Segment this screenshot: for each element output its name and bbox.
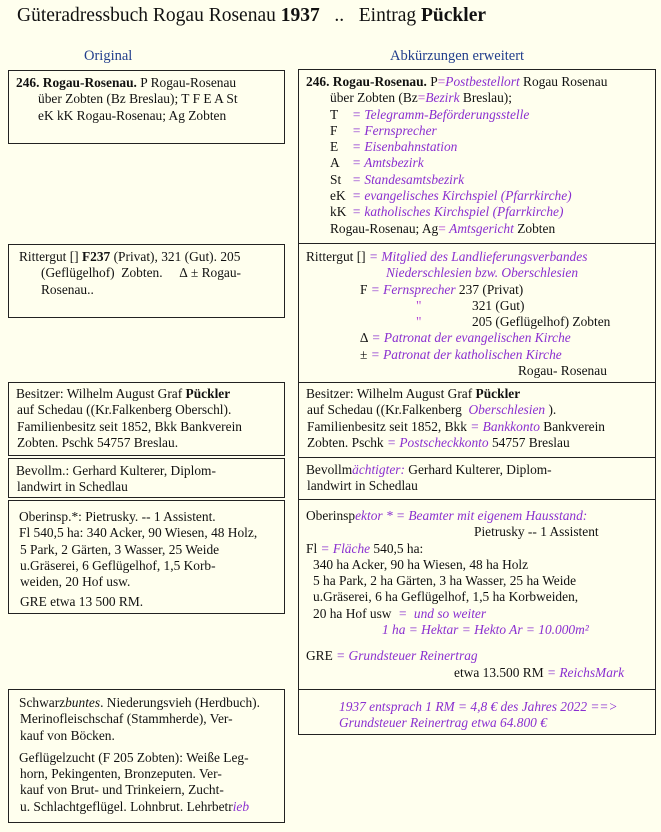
owner-name: Pückler: [475, 386, 521, 401]
title-entry-label: Eintrag: [358, 5, 417, 26]
text: auf Schedau ((Kr.Falkenberg: [307, 402, 469, 418]
text: = Bankkonto: [470, 418, 540, 434]
text: . Niederungsvieh (Herdbuch).: [100, 695, 260, 710]
text: landwirt in Schedlau: [17, 479, 128, 495]
text: = Patronat der evangelischen Kirche: [368, 330, 571, 346]
abbreviation-row: [306, 155, 647, 171]
expanded-agent-cell: [298, 458, 656, 500]
text: Rogau Rosenau: [519, 74, 608, 89]
text: P Rogau-Rosenau: [140, 75, 237, 90]
text: buntes: [65, 695, 101, 710]
text: = Mitglied des Landlieferungsverbandes: [368, 249, 588, 264]
abbreviation-row: [306, 123, 647, 139]
abbreviation: F: [330, 122, 338, 138]
text: Niederschlesien bzw. Oberschlesien: [386, 265, 579, 281]
text: 540,5 ha:: [370, 540, 424, 556]
text: Rogau- Rosenau: [518, 363, 607, 379]
abbreviation-expansion: = katholisches Kirchspiel (Pfarrkirche): [352, 204, 564, 220]
original-inspector-box: [8, 500, 285, 614]
text: Besitzer: Wilhelm August Graf: [16, 386, 186, 401]
triangle-icon: ∆: [360, 330, 369, 346]
text: u.Gräserei, 6 Geflügelhof, 1,5 Korb-: [20, 557, 216, 573]
text: Amtsgericht: [449, 220, 514, 236]
text: =: [417, 90, 426, 106]
abbreviation: St: [330, 171, 342, 187]
expanded-owner-cell: [298, 383, 656, 458]
text: u.Gräserei, 6 ha Geflügelhof, 1,5 ha Korbweiden,: [313, 589, 579, 605]
text: 20 ha Hof usw: [313, 605, 395, 621]
text: Zobten: [513, 220, 556, 236]
text: Bankverein: [539, 418, 606, 434]
owner-name: Pückler: [185, 386, 231, 401]
text: über Zobten (Bz Breslau); T F E A St: [38, 91, 238, 107]
abbreviation: T: [330, 106, 339, 122]
text: = Postscheckkonto: [386, 434, 489, 450]
abbreviation-row: [306, 139, 647, 155]
text: 1937 entsprach 1 RM = 4,8 € des Jahres 2022 ==>: [339, 699, 618, 714]
text: kauf von Böcken.: [20, 727, 115, 743]
text: Bevollm: [306, 462, 353, 477]
text: Gerhard Kulterer, Diplom-: [404, 462, 552, 477]
text: Geflügelzucht (F 205 Zobten): Weiße Leg-: [19, 749, 249, 765]
text: Schwarz: [19, 695, 66, 710]
text: landwirt in Schedlau: [307, 478, 418, 494]
text: 54757 Breslau: [488, 434, 570, 450]
text: 321 (Gut): [472, 297, 525, 313]
expanded-rittergut-cell: [298, 244, 656, 383]
text: Oberinsp: [306, 508, 356, 523]
original-livestock-box: [8, 689, 285, 823]
text: Zobten. Pschk: [307, 434, 387, 450]
text: 205 (Geflügelhof) Zobten: [472, 314, 611, 330]
abbreviation-expansion: = Standesamtsbezirk: [352, 171, 465, 187]
text: GRE: [306, 648, 337, 664]
abbreviation-row: [306, 107, 647, 123]
text: Fl 540,5 ha: 340 Acker, 90 Wiesen, 48 Holz,: [19, 525, 258, 541]
title-year: 1937: [280, 5, 320, 26]
text: (Geflügelhof) Zobten. ∆ ± Rogau-: [41, 265, 241, 281]
text: F: [360, 281, 371, 297]
text: = Fläche: [320, 540, 371, 556]
text: = Patronat der katholischen Kirche: [367, 346, 562, 362]
text: 5 ha Park, 2 ha Gärten, 3 ha Wasser, 25 ha Weide: [313, 573, 577, 589]
text: ektor * = Beamter mit eigenem Hausstand:: [355, 508, 588, 523]
abbreviation-row: [306, 188, 647, 204]
abbreviation-expansion: = Fernsprecher: [352, 122, 437, 138]
text: = Grundsteuer Reinertrag: [336, 648, 478, 664]
text: 340 ha Acker, 90 ha Wiesen, 48 ha Holz: [313, 556, 529, 572]
page-title: [17, 4, 486, 28]
original-rittergut-box: [8, 244, 285, 318]
text: Postbestellort: [445, 74, 520, 89]
text: Oberschlesien: [468, 402, 546, 418]
expanded-place-cell: [298, 69, 656, 244]
text: Familienbesitz seit 1852, Bkk Bankverein: [17, 418, 242, 434]
expanded-conversion-cell: [298, 690, 656, 735]
text: Grundsteuer Reinertrag etwa 64.800 €: [339, 715, 547, 731]
text: ieb: [232, 798, 250, 814]
text: auf Schedau ((Kr.Falkenberg Oberschl).: [17, 402, 232, 418]
original-owner-box: [8, 382, 285, 456]
text: = Fernsprecher: [370, 281, 456, 297]
text: Fl: [306, 540, 321, 556]
text: Breslau);: [459, 90, 512, 106]
place-number: 246. Rogau-Rosenau.: [16, 75, 137, 90]
text: P: [430, 74, 438, 89]
text: Pietrusky -- 1 Assistent: [474, 524, 599, 540]
text: weiden, 20 Hof usw.: [20, 574, 131, 590]
text: Zobten. Pschk 54757 Breslau.: [17, 434, 179, 450]
text: kauf von Brut- und Trinkeiern, Zucht-: [20, 782, 224, 798]
text: Familienbesitz seit 1852, Bkk: [307, 418, 471, 434]
abbreviation-expansion: = Eisenbahnstation: [352, 139, 458, 155]
abbreviation-expansion: = Amtsbezirk: [352, 155, 424, 171]
text: horn, Pekingenten, Bronzeputen. Ver-: [20, 766, 222, 782]
text: über Zobten (Bz: [330, 90, 418, 106]
text: =: [437, 74, 446, 89]
expanded-inspector-cell: [298, 500, 656, 690]
abbreviation: A: [330, 155, 340, 171]
abbreviation: eK: [330, 188, 346, 204]
text: F237: [81, 249, 111, 264]
text: etwa 13.500 RM: [454, 664, 547, 680]
text: eK kK Rogau-Rosenau; Ag Zobten: [38, 107, 227, 123]
text: = und so weiter: [394, 605, 487, 621]
place-number: 246. Rogau-Rosenau.: [306, 74, 427, 89]
abbreviation: kK: [330, 204, 347, 220]
title-prefix: Güteradressbuch Rogau Rosenau: [17, 5, 276, 26]
column-heading-expanded: Abkürzungen erweitert: [390, 48, 525, 64]
original-agent-box: [8, 458, 285, 498]
abbreviation-row: [306, 172, 647, 188]
text: ).: [545, 402, 557, 418]
text: Merinofleischschaf (Stammherde), Ver-: [20, 711, 233, 727]
abbreviation-row: [306, 204, 647, 220]
abbreviation-expansion: = Telegramm-Beförderungsstelle: [352, 106, 530, 122]
title-separator: ..: [334, 5, 345, 26]
text: 1 ha = Hektar = Hekto Ar = 10.000m²: [382, 622, 589, 638]
abbreviation-list: [306, 107, 647, 221]
text: (Privat), 321 (Gut). 205: [110, 249, 241, 264]
column-heading-original: Original: [84, 48, 133, 64]
text: Bevollm.: Gerhard Kulterer, Diplom-: [16, 463, 216, 478]
ditto-mark: ": [416, 297, 422, 313]
text: Rittergut []: [19, 249, 82, 264]
abbreviation-expansion: = evangelisches Kirchspiel (Pfarrkirche): [352, 188, 572, 204]
ditto-mark: ": [416, 314, 422, 330]
text: 237 (Privat): [455, 281, 524, 297]
text: GRE etwa 13 500 RM.: [20, 594, 144, 610]
text: =: [438, 220, 450, 236]
text: Besitzer: Wilhelm August Graf: [306, 386, 476, 401]
text: Rittergut []: [306, 249, 369, 264]
text: ächtigter:: [352, 462, 405, 477]
text: Oberinsp.*: Pietrusky. -- 1 Assistent.: [19, 509, 216, 524]
text: 5 Park, 2 Gärten, 3 Wasser, 25 Weide: [20, 541, 220, 557]
title-entry-name: Pückler: [421, 5, 486, 26]
abbreviation: E: [330, 139, 339, 155]
text: Rosenau..: [41, 281, 94, 297]
original-place-box: [8, 70, 285, 144]
text: u. Schlachtgeflügel. Lohnbrut. Lehrbetr: [20, 798, 233, 814]
plus-minus-icon: ±: [360, 346, 368, 362]
text: = ReichsMark: [546, 664, 625, 680]
text: Rogau-Rosenau; Ag: [330, 220, 439, 236]
text: Bezirk: [425, 90, 460, 106]
